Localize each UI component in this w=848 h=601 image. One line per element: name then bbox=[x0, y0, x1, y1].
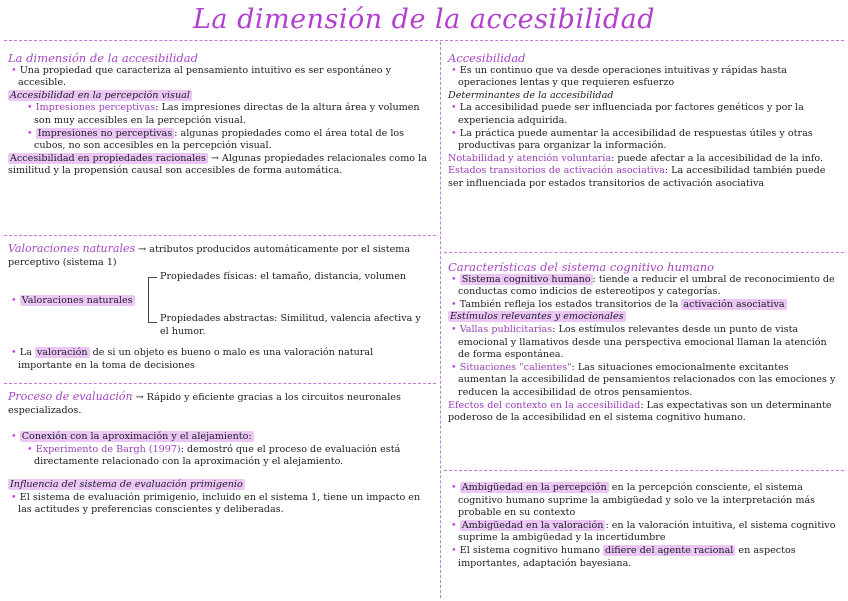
section-heading: Accesibilidad bbox=[448, 51, 526, 65]
bullet: • Una propiedad que caracteriza al pensamiento intuitivo es ser espontáneo y accesible. bbox=[8, 65, 430, 90]
bullet: • La accesibilidad puede ser influenciada por factores genéticos y por la experiencia adquirida. bbox=[448, 102, 840, 127]
subheading bbox=[448, 311, 840, 324]
term: Valoraciones naturales bbox=[8, 242, 136, 255]
text: : Los estímulos relevantes desde un punto de vista emocional y llamativos desde una perspectiva emocional llaman la atención de forma espontánea. bbox=[458, 323, 827, 361]
divider bbox=[444, 470, 844, 471]
bullet: • El sistema de evaluación primigenio, incluido en el sistema 1, tiene un impacto en las actitudes y preferencias conscientes y deliberadas. bbox=[8, 492, 430, 517]
bracket bbox=[148, 277, 157, 323]
term: Proceso de evaluación bbox=[8, 390, 133, 403]
text: → atributos producidos automáticamente por el sistema perceptivo (sistema 1) bbox=[8, 244, 411, 268]
term: Vallas publicitarias bbox=[459, 323, 553, 335]
term: Valoraciones naturales bbox=[21, 295, 133, 307]
left-section-evaluation bbox=[8, 391, 430, 517]
term: Experimento de Bargh (1997) bbox=[35, 443, 181, 455]
term: difiere del agente racional bbox=[605, 544, 734, 556]
paragraph bbox=[448, 165, 840, 190]
page-title: La dimensión de la accesibilidad bbox=[192, 4, 656, 35]
divider bbox=[444, 252, 844, 253]
bracket-label bbox=[8, 295, 148, 308]
text: en la percepción consciente, el sistema cognitivo humano suprime la ambigüedad y solo ve la interpretación más probable en su contexto bbox=[458, 482, 816, 519]
right-section-ambiguity bbox=[448, 482, 840, 570]
text: → Rápido y eficiente gracias a los circuitos neuronales especializados. bbox=[8, 392, 401, 416]
paragraph bbox=[448, 400, 840, 425]
text: : Las expectativas son un determinante poderoso de la accesibilidad en el sistema cognitivo humano. bbox=[448, 399, 832, 424]
text: : puede afectar a la accesibilidad de la info. bbox=[611, 152, 824, 164]
bullet bbox=[8, 431, 430, 444]
bullet bbox=[448, 362, 840, 400]
left-section-natural-assessments bbox=[8, 243, 430, 372]
definition bbox=[8, 391, 430, 417]
bullet bbox=[448, 274, 840, 299]
text: : Las situaciones emocionalmente excitantes aumentan la accesibilidad de pensamientos relacionados con las emociones y reducen la accesibilidad de otros pensamientos. bbox=[458, 361, 836, 398]
branch: Propiedades abstractas: Similitud, valencia afectiva y el humor. bbox=[160, 313, 421, 337]
text: en aspectos importantes, adaptación bayesiana. bbox=[458, 544, 796, 569]
text: El sistema cognitivo humano bbox=[459, 544, 604, 556]
term: Impresiones perceptivas bbox=[35, 102, 156, 114]
term: Conexión con la aproximación y el alejamiento: bbox=[21, 431, 252, 443]
text: de si un objeto es bueno o malo es una valoración natural importante en la toma de decisiones bbox=[18, 347, 374, 371]
term: Situaciones "calientes" bbox=[459, 361, 572, 373]
highlight: Influencia del sistema de evaluación primigenio bbox=[10, 478, 243, 490]
divider bbox=[4, 235, 436, 236]
term: activación asociativa bbox=[683, 298, 785, 310]
definition bbox=[8, 243, 430, 269]
subheading bbox=[8, 90, 430, 103]
text: : algunas propiedades como el área total de los cubos, no son accesibles en la percepción visual. bbox=[34, 127, 405, 152]
text: : Las impresiones directas de la altura área y volumen son muy accesibles en la percepción visual. bbox=[34, 102, 420, 126]
term: Sistema cognitivo humano bbox=[461, 273, 591, 285]
section-heading: Características del sistema cognitivo humano bbox=[448, 260, 715, 274]
term: Notabilidad y atención voluntaria bbox=[448, 152, 612, 164]
right-section-cognitive-system bbox=[448, 261, 840, 425]
text: → Algunas propiedades relacionales como la similitud y la propensión causal son accesibles de forma automática. bbox=[8, 152, 427, 177]
bullet bbox=[8, 444, 430, 469]
highlight: Accesibilidad en la percepción visual bbox=[10, 89, 190, 101]
bullet bbox=[448, 520, 840, 545]
bullet: • Es un continuo que va desde operaciones intuitivas y rápidas hasta operaciones lentas y que requieren esfuerzo bbox=[448, 65, 840, 90]
bullet bbox=[448, 482, 840, 520]
bullet bbox=[8, 128, 430, 153]
term: Accesibilidad en propiedades racionales bbox=[10, 152, 206, 164]
section-heading: La dimensión de la accesibilidad bbox=[8, 51, 198, 65]
term: valoración bbox=[36, 347, 88, 359]
term: Impresiones no perceptivas bbox=[37, 127, 173, 139]
highlight: Estímulos relevantes y emocionales bbox=[450, 311, 624, 323]
text: : La accesibilidad también puede ser influenciada por estados transitorios de activación asociativa bbox=[448, 165, 826, 189]
term: Efectos del contexto en la accesibilidad bbox=[448, 399, 641, 411]
paragraph bbox=[448, 153, 840, 166]
bullet bbox=[448, 299, 840, 312]
text: : demostró que el proceso de evaluación está directamente relacionado con la aproximación y el alejamiento. bbox=[34, 443, 401, 468]
branch: Propiedades físicas: el tamaño, distancia, volumen bbox=[160, 271, 407, 283]
term: Estados transitorios de activación asociativa bbox=[448, 165, 665, 177]
term: Ambigüedad en la percepción bbox=[461, 482, 607, 493]
column-divider bbox=[440, 42, 441, 598]
subheading bbox=[8, 479, 430, 492]
text: : en la valoración intuitiva, el sistema cognitivo suprime la ambigüedad y la incertidumbre bbox=[458, 519, 836, 544]
subheading: Determinantes de la accesibilidad bbox=[448, 89, 614, 101]
right-section-accessibility bbox=[448, 52, 840, 191]
text: La bbox=[19, 347, 35, 359]
bullet bbox=[448, 545, 840, 570]
left-section-accessibility bbox=[8, 52, 430, 178]
text: También refleja los estados transitorios de la bbox=[459, 298, 682, 310]
title-divider bbox=[4, 40, 844, 41]
text: : tiende a reducir el umbral de reconocimiento de conductas como indicios de estereotipos y categorías. bbox=[458, 273, 835, 298]
bullet bbox=[8, 102, 430, 127]
bullet bbox=[8, 347, 430, 372]
paragraph bbox=[8, 153, 430, 178]
divider bbox=[4, 383, 436, 384]
bullet: • La práctica puede aumentar la accesibilidad de respuestas útiles y otras productivas para organizar la información. bbox=[448, 128, 840, 153]
bullet bbox=[448, 324, 840, 362]
term: Ambigüedad en la valoración bbox=[461, 519, 604, 531]
bracket-diagram bbox=[8, 269, 430, 339]
